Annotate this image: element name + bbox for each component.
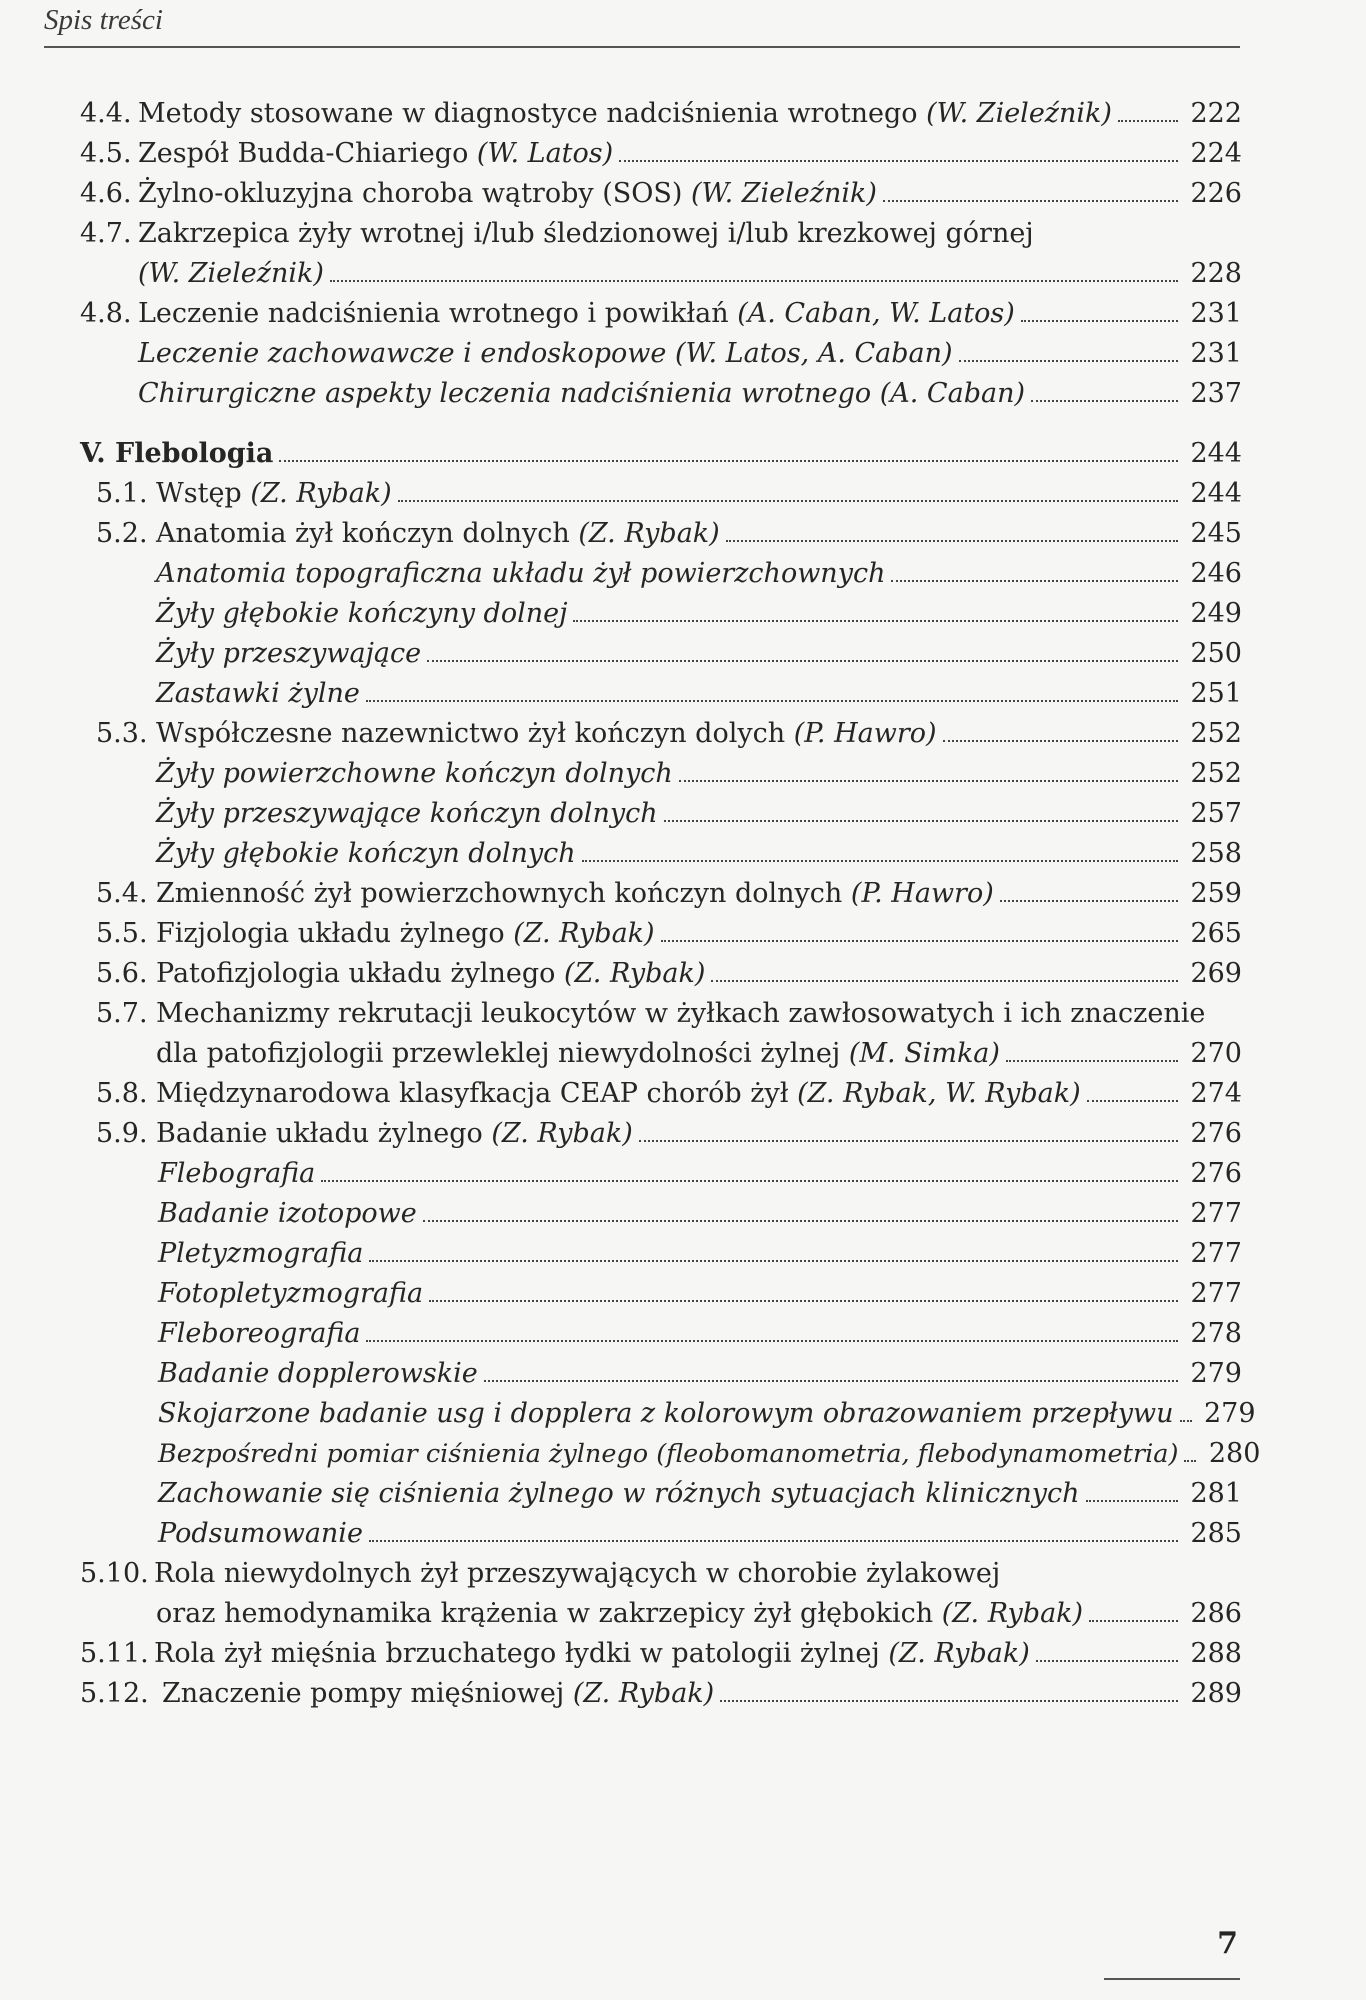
- subentry-title: Żyły przeszywające: [156, 638, 422, 669]
- entry-number: 5.5.: [96, 918, 148, 949]
- entry-page: 281: [1190, 1478, 1242, 1509]
- entry-number: 4.6.: [80, 178, 132, 209]
- toc-entry: [0, 954, 1366, 994]
- leader-dots: [369, 1260, 1178, 1262]
- leader-dots: [573, 620, 1178, 622]
- entry-page: 278: [1190, 1318, 1242, 1349]
- leader-dots: [1118, 120, 1178, 122]
- entry-author: (Z. Rybak): [250, 478, 392, 509]
- entry-title: Rola niewydolnych żył przeszywających w chorobie żylakowej: [154, 1558, 1001, 1589]
- leader-dots: [484, 1380, 1178, 1382]
- leader-dots: [1184, 1460, 1196, 1462]
- entry-page: 251: [1190, 678, 1242, 709]
- entry-page: 231: [1190, 338, 1242, 369]
- entry-title: Mechanizmy rekrutacji leukocytów w żyłkach zawłosowatych i ich znaczenie: [156, 998, 1206, 1029]
- entry-title: Zespół Budda-Chiariego (W. Latos): [138, 138, 614, 169]
- subentry-title: Fotopletyzmografia: [158, 1278, 424, 1309]
- entry-page: 244: [1190, 438, 1242, 469]
- entry-number: 4.5.: [80, 138, 132, 169]
- entry-page: 245: [1190, 518, 1242, 549]
- leader-dots: [1000, 900, 1178, 902]
- entry-title: Zmienność żył powierzchownych kończyn dolnych (P. Hawro): [156, 878, 994, 909]
- entry-author: (A. Caban, W. Latos): [737, 298, 1015, 329]
- entry-page: 274: [1190, 1078, 1242, 1109]
- entry-author: (Z. Rybak): [888, 1638, 1030, 1669]
- toc-subentry: [0, 1154, 1366, 1194]
- subentry-title: Żyły powierzchowne kończyn dolnych: [156, 758, 673, 789]
- leader-dots: [1006, 1060, 1178, 1062]
- toc-entry: [0, 174, 1366, 214]
- entry-page: 257: [1190, 798, 1242, 829]
- entry-title: Znaczenie pompy mięśniowej (Z. Rybak): [162, 1678, 715, 1709]
- toc-subentry: [0, 374, 1366, 414]
- entry-page: 279: [1190, 1358, 1242, 1389]
- entry-page: 222: [1190, 98, 1242, 129]
- toc-subentry: [0, 554, 1366, 594]
- entry-page: 231: [1190, 298, 1242, 329]
- leader-dots: [427, 660, 1178, 662]
- toc-subentry: [0, 674, 1366, 714]
- entry-author: (Z. Rybak, W. Rybak): [797, 1078, 1081, 1109]
- entry-page: 280: [1208, 1438, 1261, 1469]
- toc-subentry: [0, 1514, 1366, 1554]
- leader-dots: [1086, 1500, 1179, 1502]
- toc-subentry: [0, 1314, 1366, 1354]
- toc-subentry: [0, 1274, 1366, 1314]
- subentry-title: Bezpośredni pomiar ciśnienia żylnego (fleobomanometria, flebodynamometria): [158, 1439, 1179, 1469]
- entry-page: 228: [1190, 258, 1242, 289]
- leader-dots: [639, 1140, 1178, 1142]
- header-title: Spis treści: [44, 4, 163, 36]
- subentry-title: Żyły przeszywające kończyn dolnych: [156, 798, 658, 829]
- entry-page: 252: [1190, 718, 1242, 749]
- subentry-title: Podsumowanie: [158, 1518, 363, 1549]
- entry-title: Fizjologia układu żylnego (Z. Rybak): [156, 918, 655, 949]
- entry-page: 258: [1190, 838, 1242, 869]
- toc-subentry: [0, 794, 1366, 834]
- entry-author: (W. Zieleźnik): [691, 178, 877, 209]
- toc-entry: [0, 714, 1366, 754]
- toc-entry: [0, 1074, 1366, 1114]
- toc-entry-first-line: [0, 214, 1366, 254]
- entry-number: 5.7.: [96, 998, 148, 1029]
- toc-subentry: [0, 594, 1366, 634]
- entry-title: Metody stosowane w diagnostyce nadciśnienia wrotnego (W. Zieleźnik): [138, 98, 1112, 129]
- entry-author: (Z. Rybak): [572, 1678, 715, 1709]
- entry-title: Wstęp (Z. Rybak): [156, 478, 392, 509]
- entry-author: (P. Hawro): [793, 718, 937, 749]
- leader-dots: [720, 1700, 1178, 1702]
- subentry-title: Zastawki żylne: [156, 678, 360, 709]
- page-footer: [1104, 1926, 1240, 1980]
- leader-dots: [582, 860, 1178, 862]
- entry-page: 250: [1190, 638, 1242, 669]
- toc-subentry: [0, 1354, 1366, 1394]
- subentry-title: Żyły głębokie kończyny dolnej: [156, 598, 568, 629]
- toc-subentry: [0, 834, 1366, 874]
- entry-number: 4.4.: [80, 98, 132, 129]
- leader-dots: [321, 1180, 1178, 1182]
- entry-author: (W. Zieleźnik): [138, 258, 324, 289]
- entry-title: Międzynarodowa klasyfkacja CEAP chorób żył (Z. Rybak, W. Rybak): [156, 1078, 1081, 1109]
- leader-dots: [398, 500, 1178, 502]
- toc-entry: [0, 914, 1366, 954]
- leader-dots: [726, 540, 1178, 542]
- toc-subentry: [0, 1434, 1366, 1474]
- toc-section-heading: [0, 434, 1366, 474]
- entry-page: 276: [1190, 1118, 1242, 1149]
- leader-dots: [423, 1220, 1178, 1222]
- entry-author: (Z. Rybak): [941, 1598, 1084, 1629]
- entry-page: 270: [1190, 1038, 1242, 1069]
- toc-entry: [0, 1114, 1366, 1154]
- toc-entry-first-line: [0, 994, 1366, 1034]
- toc-subentry: [0, 754, 1366, 794]
- leader-dots: [1089, 1620, 1178, 1622]
- entry-page: 277: [1190, 1238, 1242, 1269]
- subentry-title: Flebografia: [158, 1158, 316, 1189]
- toc-entry-continuation: [0, 1594, 1366, 1634]
- leader-dots: [429, 1300, 1178, 1302]
- subentry-title: Fleboreografia: [158, 1318, 361, 1349]
- leader-dots: [1087, 1100, 1178, 1102]
- entry-title: Anatomia żył kończyn dolnych (Z. Rybak): [156, 518, 720, 549]
- entry-page: 259: [1190, 878, 1242, 909]
- leader-dots: [679, 780, 1178, 782]
- entry-author: (Z. Rybak): [513, 918, 655, 949]
- leader-dots: [1036, 1660, 1178, 1662]
- entry-title: Leczenie nadciśnienia wrotnego i powikłań (A. Caban, W. Latos): [138, 298, 1015, 329]
- leader-dots: [943, 740, 1178, 742]
- toc-entry: [0, 134, 1366, 174]
- subentry-title: Żyły głębokie kończyn dolnych: [156, 838, 576, 869]
- entry-page: 252: [1190, 758, 1242, 789]
- toc-entry: [0, 1674, 1366, 1714]
- entry-page: 285: [1190, 1518, 1242, 1549]
- entry-title: Żylno-okluzyjna choroba wątroby (SOS) (W. Zieleźnik): [138, 178, 877, 209]
- toc-entry-first-line: [0, 1554, 1366, 1594]
- entry-number: 5.2.: [96, 518, 148, 549]
- leader-dots: [1031, 400, 1178, 402]
- entry-page: 288: [1190, 1638, 1242, 1669]
- toc-entry-continuation: [0, 254, 1366, 294]
- entry-author: (Z. Rybak): [491, 1118, 633, 1149]
- entry-number: 5.4.: [96, 878, 148, 909]
- entry-page: 276: [1190, 1158, 1242, 1189]
- toc-entry: [0, 94, 1366, 134]
- toc-subentry: [0, 1394, 1366, 1434]
- leader-dots: [330, 280, 1178, 282]
- entry-author: (W. Latos): [476, 138, 614, 169]
- entry-title: Patofizjologia układu żylnego (Z. Rybak): [156, 958, 706, 989]
- toc-subentry: [0, 334, 1366, 374]
- entry-title: Rola żył mięśnia brzuchatego łydki w patologii żylnej (Z. Rybak): [154, 1638, 1030, 1669]
- entry-number: 5.9.: [96, 1118, 148, 1149]
- entry-page: 265: [1190, 918, 1242, 949]
- leader-dots: [619, 160, 1178, 162]
- subentry-title: Skojarzone badanie usg i dopplera z kolorowym obrazowaniem przepływu: [158, 1398, 1174, 1429]
- entry-author: (W. Zieleźnik): [926, 98, 1112, 129]
- toc-subentry: [0, 634, 1366, 674]
- entry-page: 277: [1190, 1278, 1242, 1309]
- leader-dots: [369, 1540, 1178, 1542]
- entry-number: 5.10.: [80, 1558, 149, 1589]
- entry-page: 269: [1190, 958, 1242, 989]
- entry-title: Zakrzepica żyły wrotnej i/lub śledzionowej i/lub krezkowej górnej: [138, 218, 1034, 249]
- entry-page: 226: [1190, 178, 1242, 209]
- leader-dots: [661, 940, 1178, 942]
- subentry-title: Badanie dopplerowskie: [158, 1358, 478, 1389]
- section-title: V. Flebologia: [80, 438, 274, 469]
- subentry-title: Chirurgiczne aspekty leczenia nadciśnienia wrotnego (A. Caban): [138, 378, 1025, 409]
- subentry-title: Badanie izotopowe: [158, 1198, 417, 1229]
- entry-page: 237: [1190, 378, 1242, 409]
- subentry-title: Zachowanie się ciśnienia żylnego w różnych sytuacjach klinicznych: [158, 1478, 1080, 1509]
- leader-dots: [664, 820, 1178, 822]
- entry-page: 244: [1190, 478, 1242, 509]
- toc-entry: [0, 474, 1366, 514]
- toc-entry: [0, 1634, 1366, 1674]
- entry-title: Badanie układu żylnego (Z. Rybak): [156, 1118, 633, 1149]
- toc-subentry: [0, 1194, 1366, 1234]
- leader-dots: [279, 460, 1178, 462]
- entry-title-continuation: dla patofizjologii przewleklej niewydolności żylnej (M. Simka): [156, 1038, 1000, 1069]
- entry-author: (Z. Rybak): [563, 958, 706, 989]
- entry-page: 224: [1190, 138, 1242, 169]
- table-of-contents: [0, 94, 1366, 1714]
- leader-dots: [959, 360, 1178, 362]
- entry-number: 5.6.: [96, 958, 148, 989]
- toc-subentry: [0, 1474, 1366, 1514]
- entry-page: 246: [1190, 558, 1242, 589]
- subentry-title: Anatomia topograficzna układu żył powierzchownych: [156, 558, 886, 589]
- entry-page: 249: [1190, 598, 1242, 629]
- entry-title-continuation: oraz hemodynamika krążenia w zakrzepicy żył głębokich (Z. Rybak): [156, 1598, 1084, 1629]
- entry-page: 279: [1204, 1398, 1256, 1429]
- leader-dots: [1021, 320, 1178, 322]
- subentry-title: Leczenie zachowawcze i endoskopowe (W. Latos, A. Caban): [138, 338, 953, 369]
- entry-number: 5.1.: [96, 478, 148, 509]
- subentry-title: Pletyzmografia: [158, 1238, 364, 1269]
- leader-dots: [366, 700, 1178, 702]
- leader-dots: [1180, 1420, 1192, 1422]
- leader-dots: [366, 1340, 1178, 1342]
- entry-title: Współczesne nazewnictwo żył kończyn dolych (P. Hawro): [156, 718, 937, 749]
- toc-subentry: [0, 1234, 1366, 1274]
- leader-dots: [883, 200, 1178, 202]
- entry-author: (Z. Rybak): [578, 518, 720, 549]
- toc-entry: [0, 514, 1366, 554]
- entry-author: (M. Simka): [848, 1038, 1000, 1069]
- entry-number: 5.12.: [80, 1678, 149, 1709]
- entry-author: (P. Hawro): [850, 878, 994, 909]
- page-number: 7: [1217, 1926, 1238, 1961]
- leader-dots: [891, 580, 1178, 582]
- entry-page: 277: [1190, 1198, 1242, 1229]
- toc-entry: [0, 294, 1366, 334]
- entry-number: 5.11.: [80, 1638, 149, 1669]
- entry-page: 286: [1190, 1598, 1242, 1629]
- entry-page: 289: [1190, 1678, 1242, 1709]
- entry-number: 4.8.: [80, 298, 132, 329]
- running-header: [44, 2, 1240, 48]
- entry-number: 5.8.: [96, 1078, 148, 1109]
- entry-number: 4.7.: [80, 218, 132, 249]
- leader-dots: [711, 980, 1178, 982]
- toc-entry-continuation: [0, 1034, 1366, 1074]
- entry-number: 5.3.: [96, 718, 148, 749]
- toc-entry: [0, 874, 1366, 914]
